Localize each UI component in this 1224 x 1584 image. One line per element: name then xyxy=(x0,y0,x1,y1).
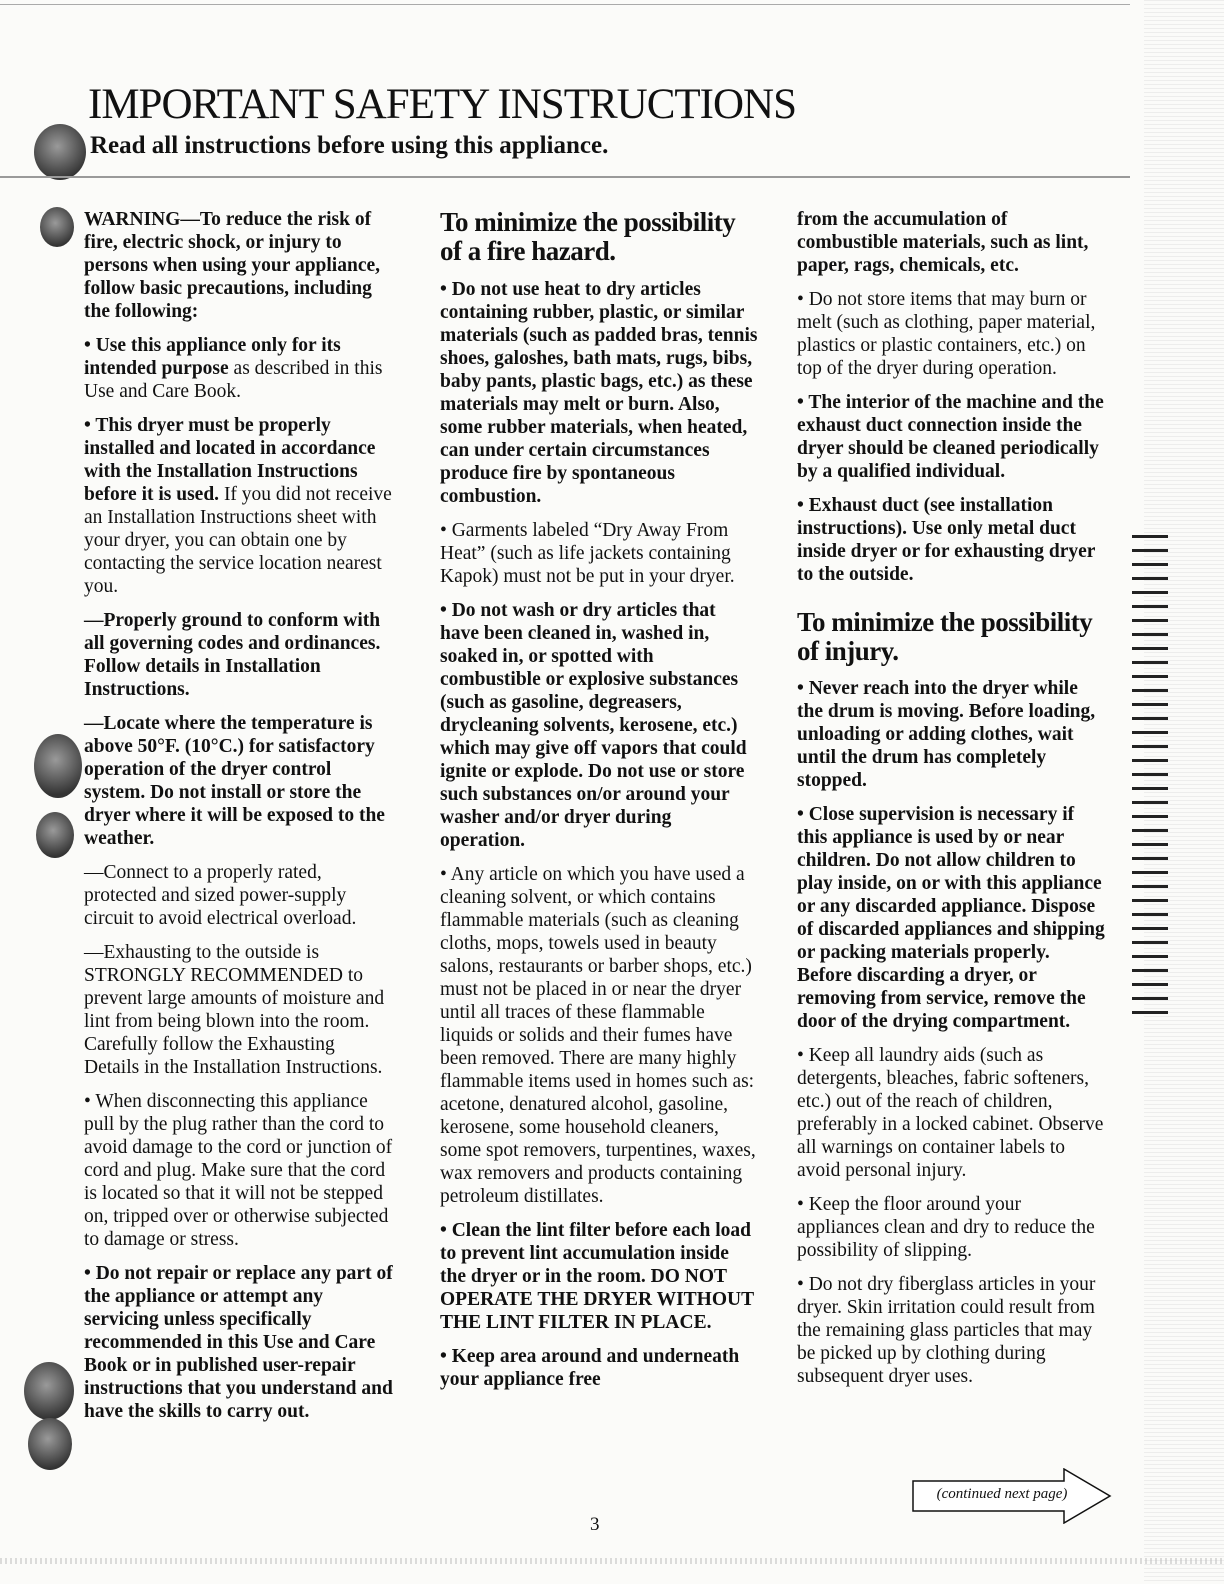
continued-arrow xyxy=(912,1468,1112,1524)
hole-punch-icon xyxy=(34,734,82,798)
column-middle xyxy=(440,208,758,1402)
scan-bottom-edge xyxy=(0,1558,1224,1564)
continued-label: (continued next page) xyxy=(936,1486,1068,1502)
column-right xyxy=(797,208,1107,1399)
hole-punch-icon xyxy=(34,124,86,180)
instruction-item xyxy=(84,414,394,598)
instruction-item: —Connect to a properly rated, protected and sized power-supply circuit to avoid electrical overload. xyxy=(84,862,357,929)
hole-punch-icon xyxy=(24,1362,74,1420)
instruction-item: • Never reach into the dryer while the drum is moving. Before loading, unloading or adding clothes, wait until the drum has completely stopped. xyxy=(797,678,1096,791)
instruction-item xyxy=(84,334,394,403)
instruction-item: • Any article on which you have used a cleaning solvent, or which contains flammable materials (such as cleaning cloths, mops, towels used in beauty salons, restaurants or barber shops, etc.) must not be placed in or near the dryer until all traces of these flammable liquids or solids and their fumes have been removed. There are many highly flammable items used in homes such as: acetone, denatured alcohol, gasoline, kerosene, some household cleaners, some spot removers, turpentines, waxes, wax removers and products containing petroleum distillates. xyxy=(440,864,756,1207)
instruction-item: • Garments labeled “Dry Away From Heat” (such as life jackets containing Kapok) must not be put in your dryer. xyxy=(440,520,735,587)
instruction-item: • Close supervision is necessary if this appliance is used by or near children. Do not allow children to play inside, on or with this appliance or any discarded appliance. Dispose of discarded appliances and shipping or packing materials properly. Before discarding a dryer, or removing from service, remove the door of the drying compartment. xyxy=(797,804,1105,1032)
hole-punch-icon xyxy=(40,207,74,247)
instruction-text: as described in this Use and Care Book. xyxy=(84,358,383,402)
instruction-item: • Do not wash or dry articles that have been cleaned in, washed in, soaked in, or spotted with combustible or explosive substances (such as gasoline, degreasers, drycleaning solvents, kerosene, etc.) which may give off vapors that could ignite or explode. Do not use or store such substances on/or around your washer and/or dryer during operation. xyxy=(440,600,747,851)
instruction-item: —Locate where the temperature is above 50°F. (10°C.) for satisfactory operation of the dryer control system. Do not install or store the dryer where it will be exposed to the weather. xyxy=(84,713,385,849)
binding-edge-marks xyxy=(1132,535,1168,1025)
instruction-item: • Keep area around and underneath your appliance free xyxy=(440,1346,740,1390)
page-subtitle: Read all instructions before using this appliance. xyxy=(90,132,609,159)
instruction-bold: • This dryer must be properly installed and located in accordance with the Installation Instructions before it is used. xyxy=(84,415,376,505)
instruction-item: —Exhausting to the outside is STRONGLY RECOMMENDED to prevent large amounts of moisture and lint from being blown into the room. Carefully follow the Exhausting Details in the Installation Instructions. xyxy=(84,942,385,1078)
instruction-text: If you did not receive an Installation Instructions sheet with your dryer, you can obtain one by contacting the service location nearest you. xyxy=(84,484,392,597)
instruction-item: • Clean the lint filter before each load to prevent lint accumulation inside the dryer or in the room. DO NOT OPERATE THE DRYER WITHOUT THE LINT FILTER IN PLACE. xyxy=(440,1220,754,1333)
instruction-item: • When disconnecting this appliance pull by the plug rather than the cord to avoid damage to the cord or junction of cord and plug. Make sure that the cord is located so that it will not be stepped on, tripped over or otherwise subjected to damage or stress. xyxy=(84,1091,393,1250)
page-title: IMPORTANT SAFETY INSTRUCTIONS xyxy=(88,81,796,128)
instruction-bold: • Use this appliance only for its intended purpose xyxy=(84,335,341,379)
instruction-item: • Do not repair or replace any part of the appliance or attempt any servicing unless specifically recommended in this Use and Care Book or in published user-repair instructions that you understand and have the skills to carry out. xyxy=(84,1263,393,1422)
instruction-item: • Exhaust duct (see installation instructions). Use only metal duct inside dryer or for exhausting dryer to the outside. xyxy=(797,495,1096,585)
scan-top-line xyxy=(0,4,1130,5)
instruction-item: • Do not store items that may burn or melt (such as clothing, paper material, plastics or plastic containers, etc.) on top of the dryer during operation. xyxy=(797,289,1096,379)
warning-intro: WARNING—To reduce the risk of fire, electric shock, or injury to persons when using your appliance, follow basic precautions, including the following: xyxy=(84,209,381,322)
instruction-item: • The interior of the machine and the exhaust duct connection inside the dryer should be cleaned periodically by a qualified individual. xyxy=(797,392,1104,482)
instruction-item: from the accumulation of combustible materials, such as lint, paper, rags, chemicals, etc. xyxy=(797,209,1089,276)
hole-punch-icon xyxy=(28,1418,72,1470)
instruction-item: • Do not use heat to dry articles containing rubber, plastic, or similar materials (such as padded bras, tennis shoes, galoshes, bath mats, rugs, bibs, baby pants, plastic bags, etc.) as these materials may melt or burn. Also, some rubber materials, when heated, can under certain circumstances produce fire by spontaneous combustion. xyxy=(440,279,758,507)
page-number: 3 xyxy=(590,1514,600,1535)
instruction-item: • Keep the floor around your appliances clean and dry to reduce the possibility of slipping. xyxy=(797,1194,1095,1261)
instruction-item: • Do not dry fiberglass articles in your dryer. Skin irritation could result from the remaining glass particles that may be picked up by clothing during subsequent dryer uses. xyxy=(797,1274,1096,1387)
section-heading-injury: To minimize the possibility of injury. xyxy=(797,607,1093,666)
instruction-item: —Properly ground to conform with all governing codes and ordinances. Follow details in Installation Instructions. xyxy=(84,610,381,700)
hole-punch-icon xyxy=(36,812,74,858)
section-heading-fire: To minimize the possibility of a fire hazard. xyxy=(440,207,736,266)
header-rule xyxy=(0,176,1130,178)
instruction-item: • Keep all laundry aids (such as detergents, bleaches, fabric softeners, etc.) out of the reach of children, preferably in a locked cabinet. Observe all warnings on container labels to avoid personal injury. xyxy=(797,1045,1104,1181)
column-left xyxy=(84,208,394,1434)
